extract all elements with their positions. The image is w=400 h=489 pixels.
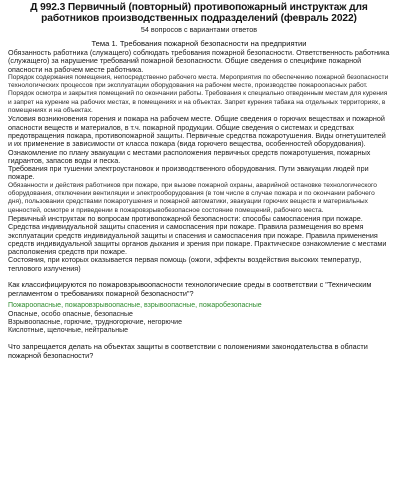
question-1: Как классифицируются по пожаровзрывоопасности технологические среды в соответствии с "Техническим регламентом о требованиях пожарной безопасности"? (8, 280, 372, 298)
paragraph-actions: Обязанности и действия работников при пожаре, при вызове пожарной охраны, аварийной остановке технологического оборудования, отключении вентиляции и электрооборудования (в том числе в случае пожара и по окончании рабочего дня), пользовании средствами пожаротушения и пожарной автоматики, эвакуации горючих веществ и материальных ценностей, осмотре и приведении в пожаровзрывобезопасное состояние помещений, рабочего места. (8, 181, 377, 214)
question-2: Что запрещается делать на объектах защиты в соответствии с положениями законодательства в области пожарной безопасности? (8, 342, 368, 360)
paragraph-obligations: Обязанность работника (служащего) соблюдать требования пожарной безопасности. Ответственность работника (служащего) за нарушение требований пожарной безопасности. Общие сведения о специфике пожарной опасности на рабочем месте работника. (8, 48, 390, 74)
paragraph-first-aid: Состояния, при которых оказывается первая помощь (ожоги, эффекты воздействия высоких температур, теплового излучения) (8, 255, 362, 273)
topic-body (8, 49, 390, 273)
answer-option[interactable]: Кислотные, щелочные, нейтральные (8, 327, 129, 335)
paragraph-electrical: Требования при тушении электроустановок и производственного оборудования. Пути эвакуации людей при пожаре. (8, 164, 369, 182)
document-title: Д 992.3 Первичный (повторный) противопожарный инструктаж для работников производственных подразделений (февраль 2022) (30, 2, 368, 24)
answer-option[interactable]: Взрывоопасные, горючие, трудногорючие, негорючие (8, 318, 182, 326)
topic-heading: Тема 1. Требования пожарной безопасности на предприятии (91, 39, 307, 48)
paragraph-combustion: Условия возникновения горения и пожара на рабочем месте. Общие сведения о горючих веществах и пожарной опасности веществ и материалов, в т.ч. пожарной продукции. Общие сведения о системах и средствах предотвращения пожара, противопожарной защиты. Первичные средства пожаротушения. Виды огнетушителей и их применение в зависимости от класса пожара (вида горючего вещества, особенностей оборудования). Ознакомление по плану эвакуации с местами расположения первичных средств пожаротушения, пожарных гидрантов, запасов воды и песка. (8, 114, 386, 165)
answer-option[interactable]: Опасные, особо опасные, безопасные (8, 310, 133, 318)
paragraph-self-rescue: Первичный инструктаж по вопросам противопожарной безопасности: способы самоспасения при пожаре. Средства индивидуальной защиты спасения и самоспасения при пожаре. Правила размещения во время эксплуатации средств индивидуальной защиты и спасения и самоспасения при пожаре. Правила применения средств индивидуальной защиты органов дыхания и зрения при пожаре. Практическое ознакомление с местами расположения средств при пожаре. (8, 213, 387, 257)
answer-list-1 (8, 302, 390, 335)
paragraph-workplace: Порядок содержания помещения, непосредственно рабочего места. Мероприятия по обеспечению пожарной безопасности технологических процессов при эксплуатации оборудования на рабочем месте, производстве пожароопасных работ. Порядок осмотра и закрытия помещений по окончании работы. Требования к специально отведенным местам для курения и запрет на курение на рабочих местах, в помещениях и на объектах. Запрет курения табака на отдельных территориях, в помещениях и на объектах. (8, 73, 389, 115)
answer-option-correct[interactable]: Пожароопасные, пожаровзрывоопасные, взрывоопасные, пожаробезопасные (8, 302, 262, 310)
document-subtitle: 54 вопросов с вариантами ответов (140, 25, 258, 34)
